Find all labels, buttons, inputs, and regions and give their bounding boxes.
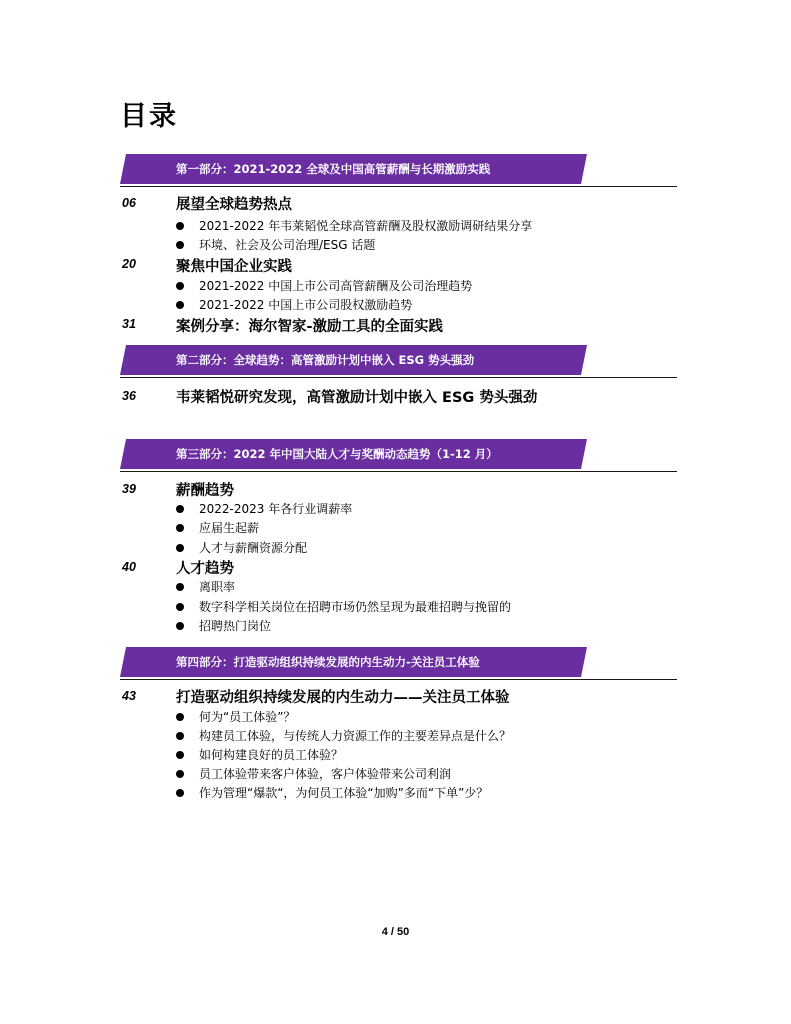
toc-bullet-item: 应届生起薪 [176,519,259,536]
bullet-dot-icon [176,505,184,513]
section-banner-4-label: 第四部分：打造驱动组织持续发展的内生动力-关注员工体验 [176,655,480,669]
toc-bullet-item: 2021-2022 中国上市公司高管薪酬及公司治理趋势 [176,277,472,294]
page-footer-number: 4 / 50 [381,926,410,938]
bullet-dot-icon [176,222,184,230]
toc-page-number: 06 [122,196,136,210]
toc-heading: 人才趋势 [176,561,234,577]
section-divider-2 [120,377,677,378]
toc-page-number: 36 [122,389,136,403]
toc-title: 目录 [120,101,178,132]
toc-page-number: 40 [122,560,136,574]
bullet-dot-icon [176,603,184,611]
toc-bullet-item: 何为“员工体验”？ [176,708,295,725]
toc-bullet-item: 人才与薪酬资源分配 [176,539,307,556]
bullet-dot-icon [176,241,184,249]
toc-bullet-item: 员工体验带来客户体验，客户体验带来公司利润 [176,765,451,782]
toc-heading: 韦莱韬悦研究发现，高管激励计划中嵌入 ESG 势头强劲 [176,390,538,406]
section-banner-3-label: 第三部分：2022 年中国大陆人才与奖酬动态趋势（1-12 月） [176,447,498,461]
section-banner-1-label: 第一部分：2021-2022 全球及中国高管薪酬与长期激励实践 [176,162,491,176]
toc-bullet-item: 作为管理“爆款“，为何员工体验“加购”多而“下单”少？ [176,784,488,801]
toc-page-number: 39 [122,482,136,496]
section-divider-4 [120,679,677,680]
bullet-dot-icon [176,770,184,778]
toc-bullet-item: 招聘热门岗位 [176,617,271,634]
toc-heading: 打造驱动组织持续发展的内生动力——关注员工体验 [176,690,510,706]
bullet-dot-icon [176,789,184,797]
toc-bullet-item: 数字科学相关岗位在招聘市场仍然呈现为最难招聘与挽留的 [176,598,511,615]
toc-bullet-item: 2022-2023 年各行业调薪率 [176,500,352,517]
toc-bullet-item: 2021-2022 年韦莱韬悦全球高管薪酬及股权激励调研结果分享 [176,217,532,234]
bullet-dot-icon [176,751,184,759]
toc-bullet-item: 环境、社会及公司治理/ESG 话题 [176,236,375,253]
bullet-dot-icon [176,544,184,552]
section-banner-2-label: 第二部分：全球趋势：高管激励计划中嵌入 ESG 势头强劲 [176,353,475,367]
section-divider-3 [120,471,677,472]
bullet-dot-icon [176,713,184,721]
toc-heading: 案例分享：海尔智家-激励工具的全面实践 [176,319,444,335]
toc-bullet-item: 离职率 [176,578,235,595]
toc-page-number: 31 [122,317,136,331]
toc-bullet-item: 构建员工体验，与传统人力资源工作的主要差异点是什么？ [176,727,511,744]
toc-heading: 聚焦中国企业实践 [176,259,292,275]
bullet-dot-icon [176,583,184,591]
bullet-dot-icon [176,732,184,740]
bullet-dot-icon [176,282,184,290]
toc-heading: 展望全球趋势热点 [176,197,292,213]
toc-bullet-item: 2021-2022 中国上市公司股权激励趋势 [176,296,412,313]
bullet-dot-icon [176,301,184,309]
toc-page-number: 20 [122,257,136,271]
toc-page-number: 43 [122,689,136,703]
section-divider-1 [120,186,677,187]
bullet-dot-icon [176,524,184,532]
bullet-dot-icon [176,622,184,630]
toc-bullet-item: 如何构建良好的员工体验？ [176,746,343,763]
toc-heading: 薪酬趋势 [176,483,234,499]
